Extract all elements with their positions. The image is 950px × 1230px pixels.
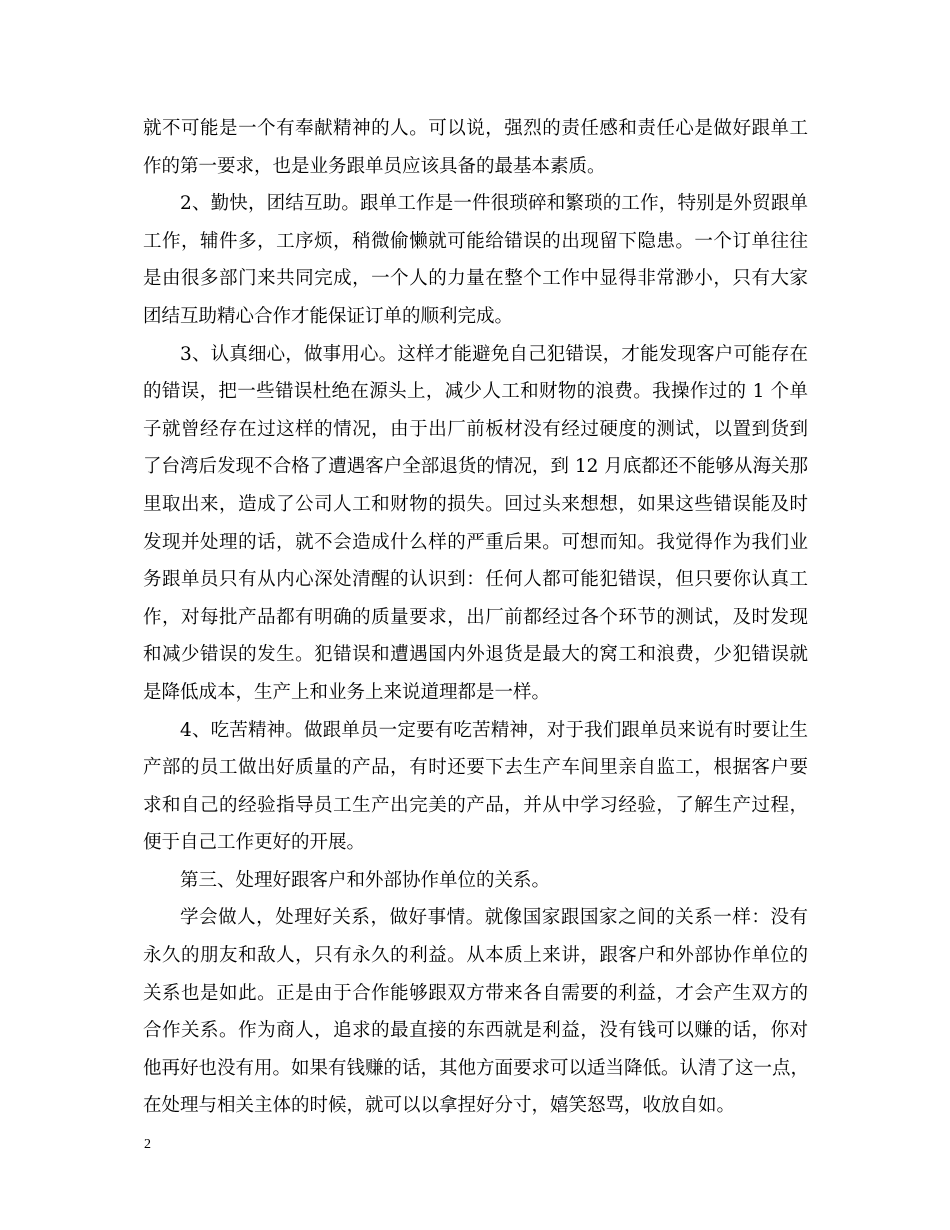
text-line: 求和自己的经验指导员工生产出完美的产品，并从中学习经验，了解生产过程， [143, 794, 808, 816]
text-line: 关系也是如此。正是由于合作能够跟双方带来各自需要的利益，才会产生双方的 [143, 982, 808, 1004]
body-text [143, 110, 808, 1125]
text-line: 就不可能是一个有奉献精神的人。可以说，强烈的责任感和责任心是做好跟单工 [143, 118, 808, 139]
text-line: 作，对每批产品都有明确的质量要求，出厂前都经过各个环节的测试，及时发现 [143, 606, 808, 628]
text-line: 作的第一要求，也是业务跟单员应该具备的最基本素质。 [143, 155, 606, 177]
text-line: 产部的员工做出好质量的产品，有时还要下去生产车间里亲自监工，根据客户要 [143, 757, 808, 779]
text-line: 3、认真细心，做事用心。这样才能避免自己犯错误，才能发现客户可能存在 [180, 343, 808, 365]
text-line: 和减少错误的发生。犯错误和遭遇国内外退货是最大的窝工和浪费，少犯错误就 [143, 644, 808, 666]
text-line: 便于自己工作更好的开展。 [143, 832, 366, 854]
text-line: 在处理与相关主体的时候，就可以以拿捏好分寸，嬉笑怒骂，收放自如。 [143, 1095, 736, 1117]
page-number: 2 [144, 1137, 151, 1152]
text-line: 是由很多部门来共同完成，一个人的力量在整个工作中显得非常渺小，只有大家 [143, 268, 808, 290]
text-line: 子就曾经存在过这样的情况，由于出厂前板材没有经过硬度的测试，以置到货到 [143, 418, 808, 440]
text-line: 里取出来，造成了公司人工和财物的损失。回过头来想想，如果这些错误能及时 [143, 493, 808, 515]
text-line: 永久的朋友和敌人，只有永久的利益。从本质上来讲，跟客户和外部协作单位的 [143, 945, 808, 967]
text-line: 4、吃苦精神。做跟单员一定要有吃苦精神，对于我们跟单员来说有时要让生 [180, 719, 808, 741]
text-line: 他再好也没有用。如果有钱赚的话，其他方面要求可以适当降低。认清了这一点， [143, 1057, 810, 1079]
text-line: 了台湾后发现不合格了遭遇客户全部退货的情况，到 12 月底都还不能够从海关那 [143, 456, 808, 478]
text-line: 第三、处理好跟客户和外部协作单位的关系。 [180, 869, 551, 891]
text-line: 学会做人，处理好关系，做好事情。就像国家跟国家之间的关系一样：没有 [180, 907, 808, 929]
text-line: 务跟单员只有从内心深处清醒的认识到：任何人都可能犯错误，但只要你认真工 [143, 569, 808, 591]
text-line: 发现并处理的话，就不会造成什么样的严重后果。可想而知。我觉得作为我们业 [143, 531, 808, 553]
text-line: 2、勤快，团结互助。跟单工作是一件很琐碎和繁琐的工作，特别是外贸跟单 [180, 193, 808, 215]
text-line: 是降低成本，生产上和业务上来说道理都是一样。 [143, 681, 551, 703]
text-line: 团结互助精心合作才能保证订单的顺利完成。 [143, 305, 514, 327]
text-line: 的错误，把一些错误杜绝在源头上，减少人工和财物的浪费。我操作过的 1 个单 [143, 381, 808, 403]
text-line: 工作，辅件多，工序烦，稍微偷懒就可能给错误的出现留下隐患。一个订单往往 [143, 230, 808, 252]
text-line: 合作关系。作为商人，追求的最直接的东西就是利益，没有钱可以赚的话，你对 [143, 1020, 808, 1042]
